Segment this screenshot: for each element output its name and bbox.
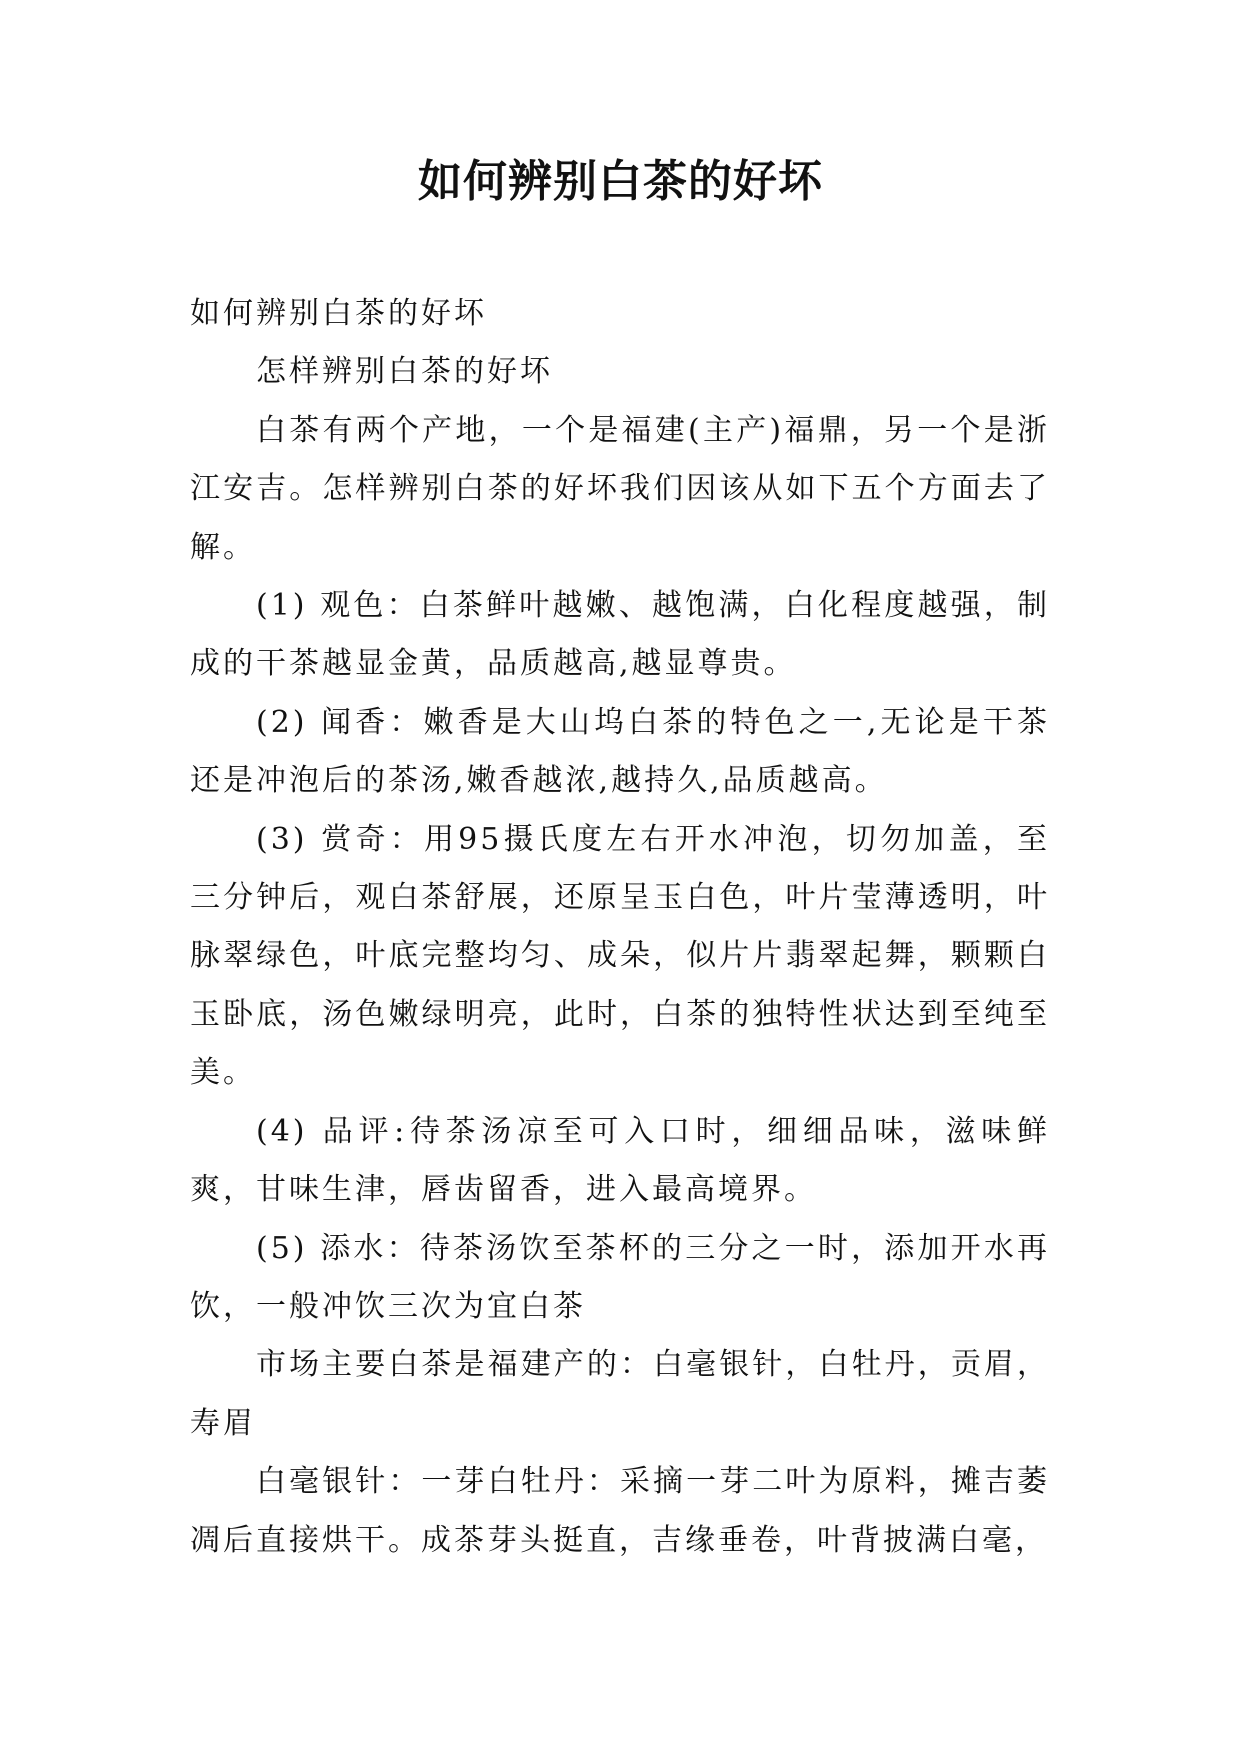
paragraph-silver-needle: 白毫银针：一芽白牡丹：采摘一芽二叶为原料，摊吉萎凋后直接烘干。成茶芽头挺直，吉缘垂卷，叶背披满白毫， — [190, 1464, 1050, 1558]
document-body — [190, 285, 1050, 1570]
paragraph-observe-color: (1) 观色：白茶鲜叶越嫩、越饱满，白化程度越强，制成的干茶越显金黄，品质越高,越显尊贵。 — [190, 588, 1050, 682]
paragraph-taste: (4) 品评:待茶汤凉至可入口时，细细品味，滋味鲜爽，甘味生津，唇齿留香，进入最高境界。 — [190, 1113, 1050, 1208]
paragraph-add-water: (5) 添水：待茶汤饮至茶杯的三分之一时，添加开水再饮，一般冲饮三次为宜白茶 — [190, 1230, 1050, 1324]
paragraph-smell-aroma: (2) 闻香：嫩香是大山坞白茶的特色之一,无论是干茶还是冲泡后的茶汤,嫩香越浓,越持久,品质越高。 — [190, 704, 1050, 799]
paragraph-heading: 如何辨别白茶的好坏 — [190, 296, 487, 331]
paragraph-subheading: 怎样辨别白茶的好坏 — [256, 354, 553, 390]
document-title: 如何辨别白茶的好坏 — [418, 156, 823, 207]
paragraph-market: 市场主要白茶是福建产的：白毫银针，白牡丹，贡眉，寿眉 — [190, 1347, 1050, 1441]
paragraph-origin: 白茶有两个产地，一个是福建(主产)福鼎，另一个是浙江安吉。怎样辨别白茶的好坏我们因该从如下五个方面去了解。 — [190, 412, 1050, 565]
paragraph-appreciate: (3) 赏奇：用95摄氏度左右开水冲泡，切勿加盖，至三分钟后，观白茶舒展，还原呈玉白色，叶片莹薄透明，叶脉翠绿色，叶底完整均匀、成朵，似片片翡翠起舞，颗颗白玉卧底，汤色嫩绿明亮，此时，白茶的独特性状达到至纯至美。 — [190, 821, 1050, 1091]
